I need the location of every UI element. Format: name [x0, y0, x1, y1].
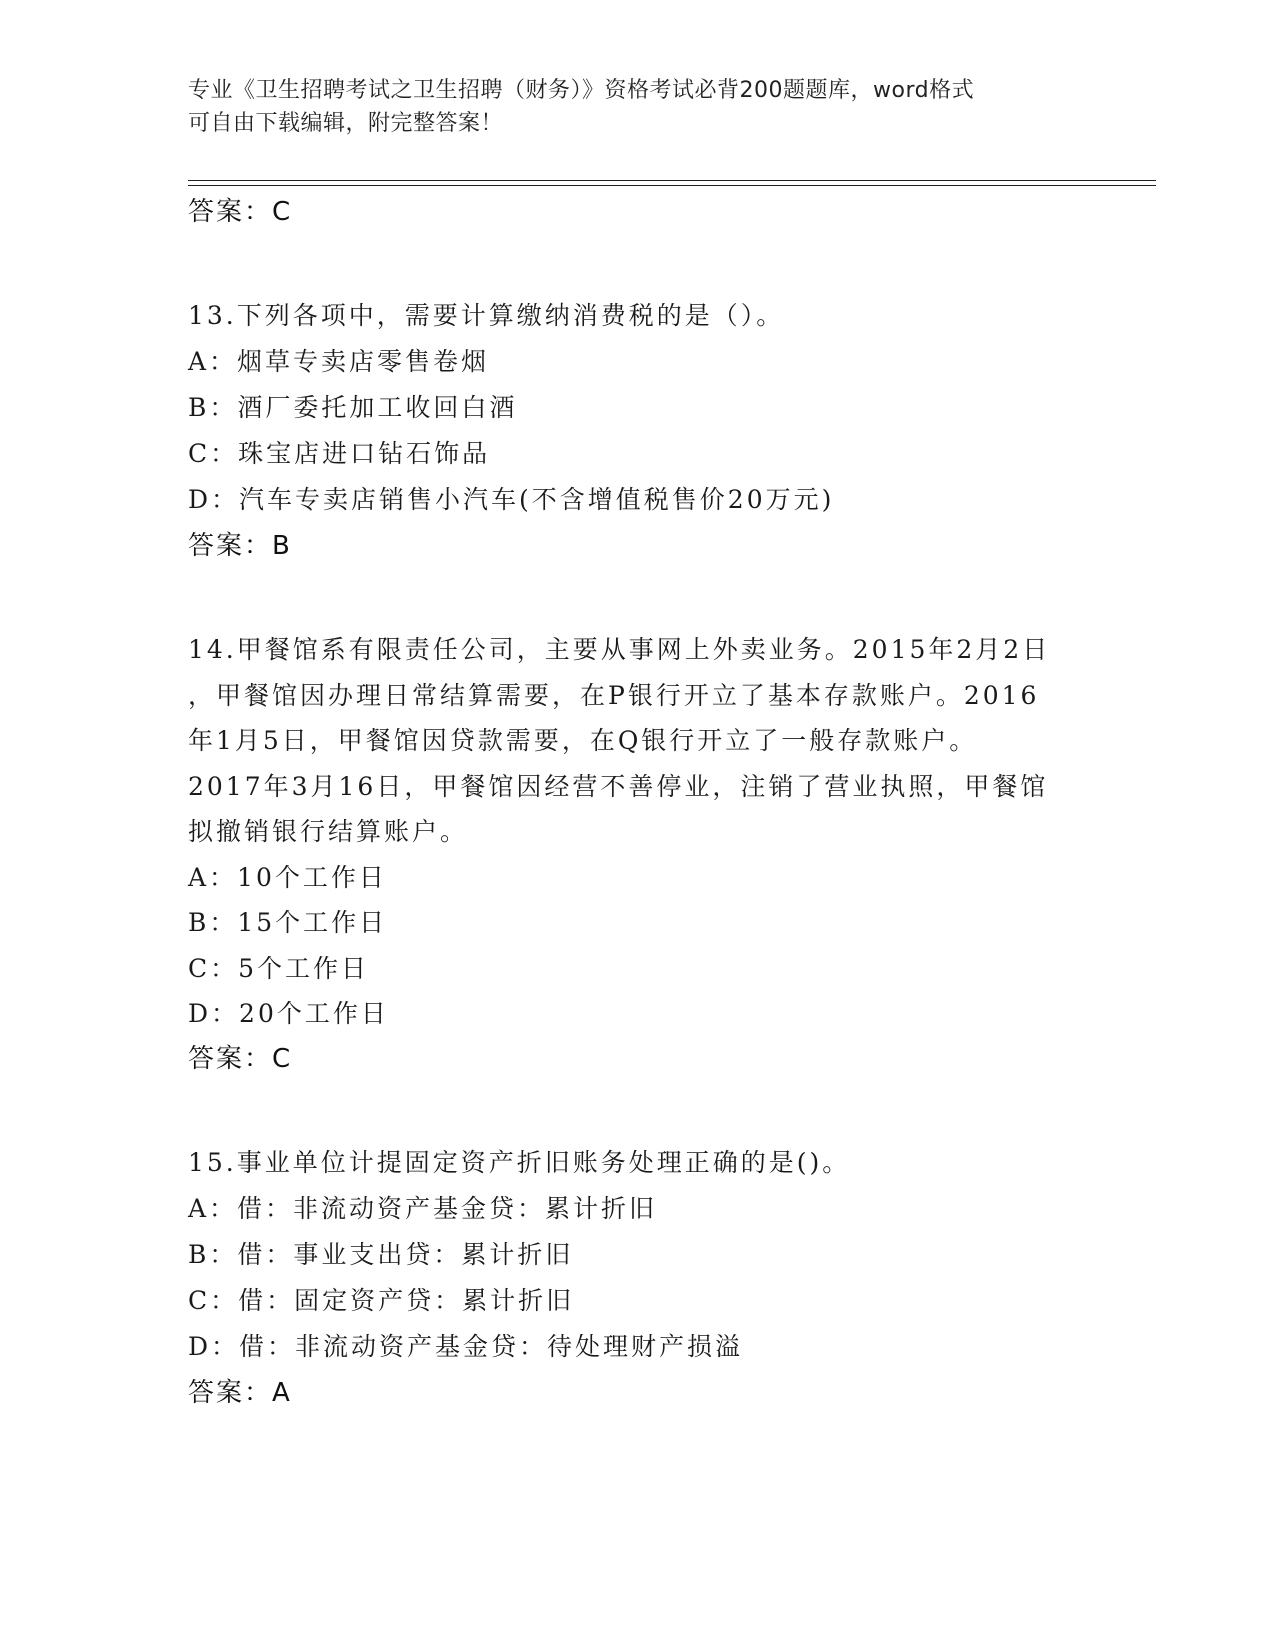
option-a: A：烟草专卖店零售卷烟 [188, 347, 490, 376]
question-15 [188, 1140, 1088, 1416]
question-14 [188, 627, 1088, 1082]
option-b: B：15个工作日 [188, 908, 388, 937]
option-c: C：珠宝店进口钻石饰品 [188, 439, 491, 468]
option-b: B：借：事业支出贷：累计折旧 [188, 1240, 574, 1269]
answer-label: 答案：B [188, 531, 292, 561]
option-a: A：10个工作日 [188, 862, 387, 892]
spacer [188, 235, 1088, 293]
option-d: D：20个工作日 [188, 999, 389, 1028]
option-b: B：酒厂委托加工收回白酒 [188, 393, 518, 422]
option-c: C：借：固定资产贷：累计折旧 [188, 1286, 575, 1315]
question-stem-line: 2017年3月16日，甲餐馆因经营不善停业，注销了营业执照，甲餐馆 [188, 771, 1049, 801]
question-stem: 15.事业单位计提固定资产折旧账务处理正确的是()。 [188, 1148, 851, 1177]
header-line-2: 可自由下载编辑，附完整答案！ [188, 111, 504, 136]
option-a: A：借：非流动资产基金贷：累计折旧 [188, 1194, 658, 1223]
header-rule-bottom [188, 185, 1156, 186]
question-stem-line: 拟撤销银行结算账户。 [188, 817, 469, 846]
spacer [188, 569, 1088, 627]
header-line-1: 专业《卫生招聘考试之卫生招聘（财务）》资格考试必背200题题库，word格式 [188, 78, 975, 103]
question-13 [188, 293, 1088, 569]
option-c: C：5个工作日 [188, 953, 370, 983]
header-rule-top [188, 180, 1156, 181]
question-content [188, 189, 1088, 1416]
question-stem-line: ，甲餐馆因办理日常结算需要，在P银行开立了基本存款账户。2016 [188, 680, 1040, 710]
spacer [188, 1082, 1088, 1140]
answer-label: 答案：C [188, 197, 293, 227]
document-header [188, 74, 1088, 140]
question-stem-line: 14.甲餐馆系有限责任公司，主要从事网上外卖业务。2015年2月2日 [188, 635, 1051, 664]
answer-label: 答案：A [188, 1378, 292, 1408]
option-d: D：借：非流动资产基金贷：待处理财产损溢 [188, 1332, 744, 1361]
question-stem-line: 年1月5日，甲餐馆因贷款需要，在Q银行开立了一般存款账户。 [188, 726, 978, 755]
question-stem: 13.下列各项中，需要计算缴纳消费税的是（）。 [188, 301, 785, 330]
answer-label: 答案：C [188, 1043, 293, 1074]
option-d: D：汽车专卖店销售小汽车(不含增值税售价20万元) [188, 485, 835, 514]
